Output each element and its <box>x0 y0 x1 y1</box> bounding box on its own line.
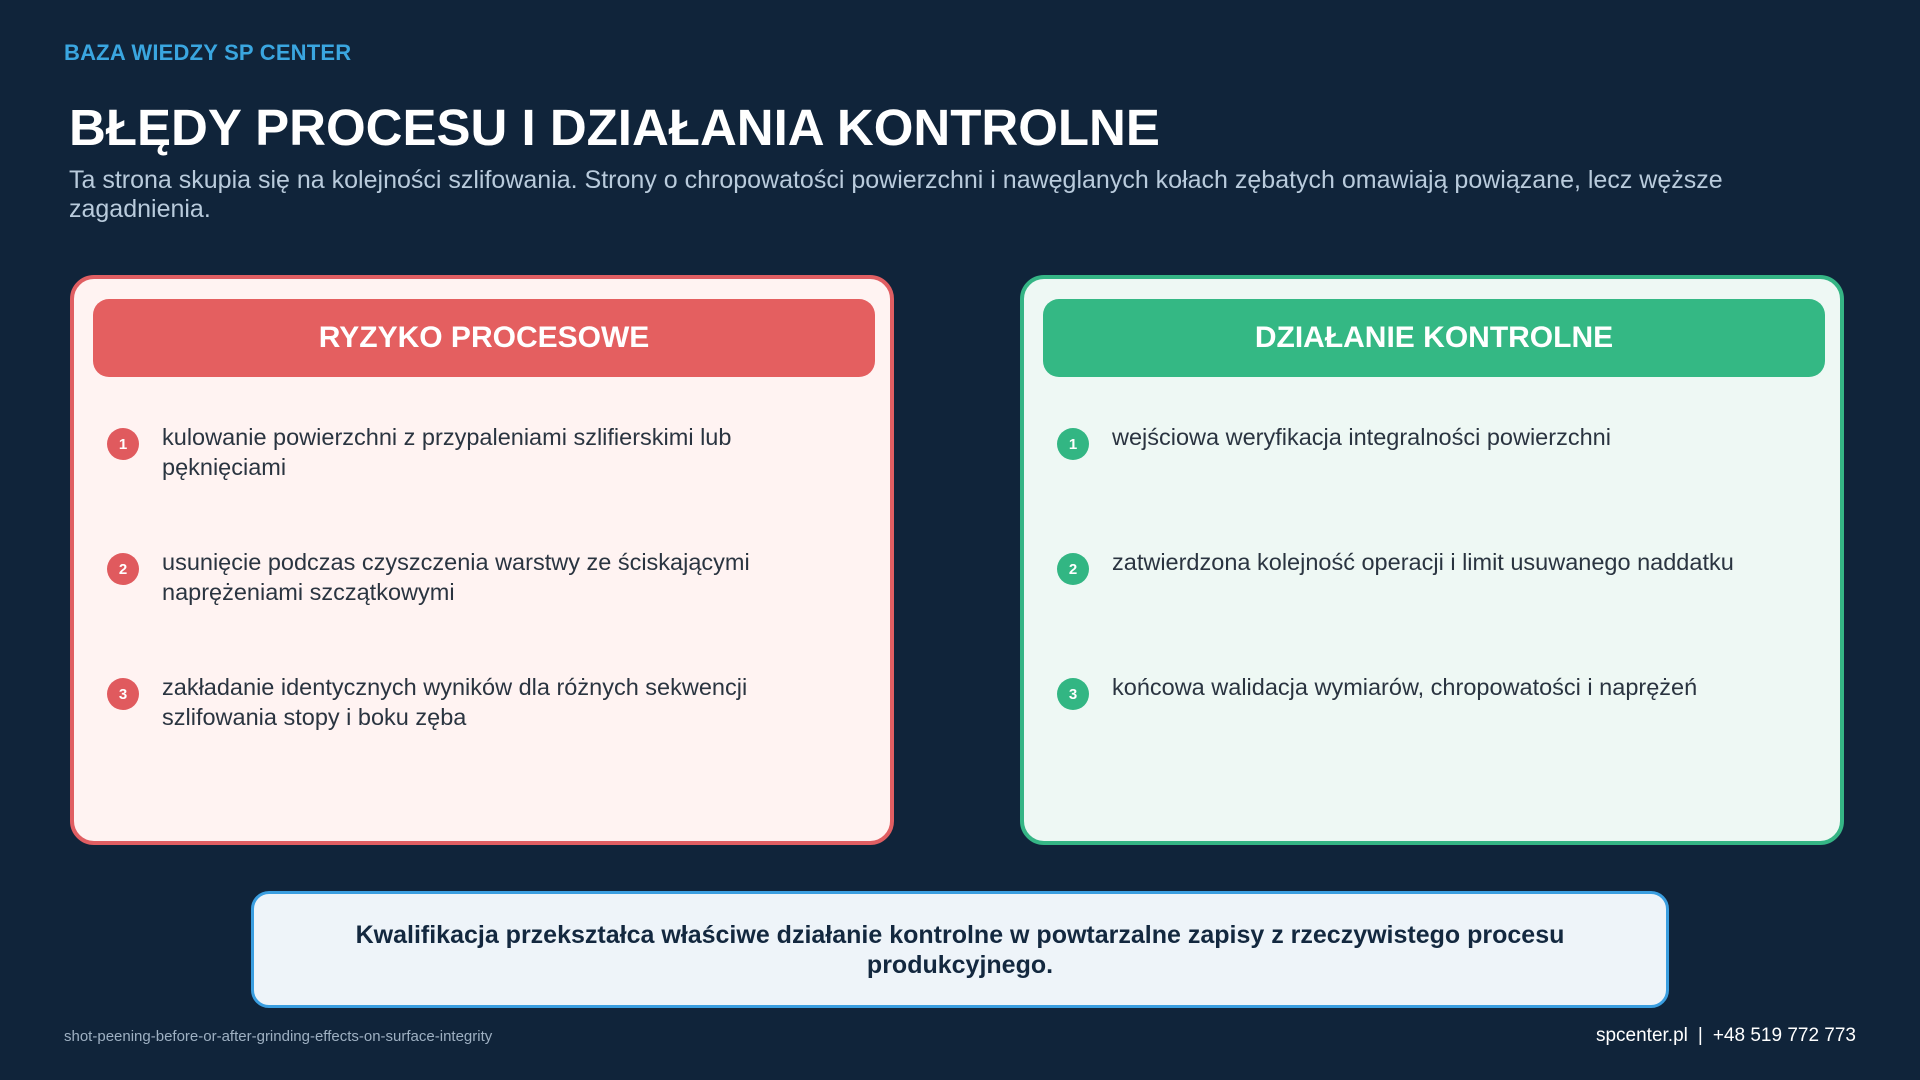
control-panel-header: DZIAŁANIE KONTROLNE <box>1043 299 1825 377</box>
number-badge: 1 <box>1057 428 1089 460</box>
number-badge: 3 <box>107 678 139 710</box>
control-item-text: zatwierdzona kolejność operacji i limit usuwanego naddatku <box>1112 549 1734 575</box>
risk-panel-header: RYZYKO PROCESOWE <box>93 299 875 377</box>
control-panel <box>1020 275 1844 845</box>
phone-number[interactable]: +48 519 772 773 <box>1712 1025 1856 1046</box>
website-link[interactable]: spcenter.pl <box>1595 1025 1688 1046</box>
risk-panel <box>70 275 894 845</box>
page-slug: shot-peening-before-or-after-grinding-effects-on-surface-integrity <box>64 1028 493 1045</box>
number-badge: 1 <box>107 428 139 460</box>
summary-note: Kwalifikacja przekształca właściwe działanie kontrolne w powtarzalne zapisy z rzeczywistego procesu produkcyjnego. <box>251 891 1669 1008</box>
number-badge: 2 <box>1057 553 1089 585</box>
control-item-text: końcowa walidacja wymiarów, chropowatości i naprężeń <box>1112 674 1698 700</box>
contact-info <box>1596 1025 1856 1047</box>
risk-item <box>107 422 847 482</box>
risk-item-text: kulowanie powierzchni z przypaleniami szlifierskimi lub pęknięciami <box>162 424 732 480</box>
risk-item <box>107 672 847 732</box>
control-item <box>1057 547 1797 585</box>
control-item <box>1057 422 1797 460</box>
number-badge: 2 <box>107 553 139 585</box>
page-title: BŁĘDY PROCESU I DZIAŁANIA KONTROLNE <box>69 99 1160 156</box>
page-subtitle: Ta strona skupia się na kolejności szlifowania. Strony o chropowatości powierzchni i nawęglanych kołach zębatych omawiają powiązane, lecz węższe zagadnienia. <box>69 166 1723 223</box>
footer-separator: | <box>1697 1025 1703 1046</box>
number-badge: 3 <box>1057 678 1089 710</box>
risk-item-text: usunięcie podczas czyszczenia warstwy ze ściskającymi naprężeniami szczątkowymi <box>162 549 750 605</box>
control-item <box>1057 672 1797 710</box>
risk-item <box>107 547 847 607</box>
control-item-text: wejściowa weryfikacja integralności powierzchni <box>1112 424 1611 450</box>
brand-label: BAZA WIEDZY SP CENTER <box>64 40 352 65</box>
risk-item-text: zakładanie identycznych wyników dla różnych sekwencji szlifowania stopy i boku zęba <box>162 674 748 730</box>
